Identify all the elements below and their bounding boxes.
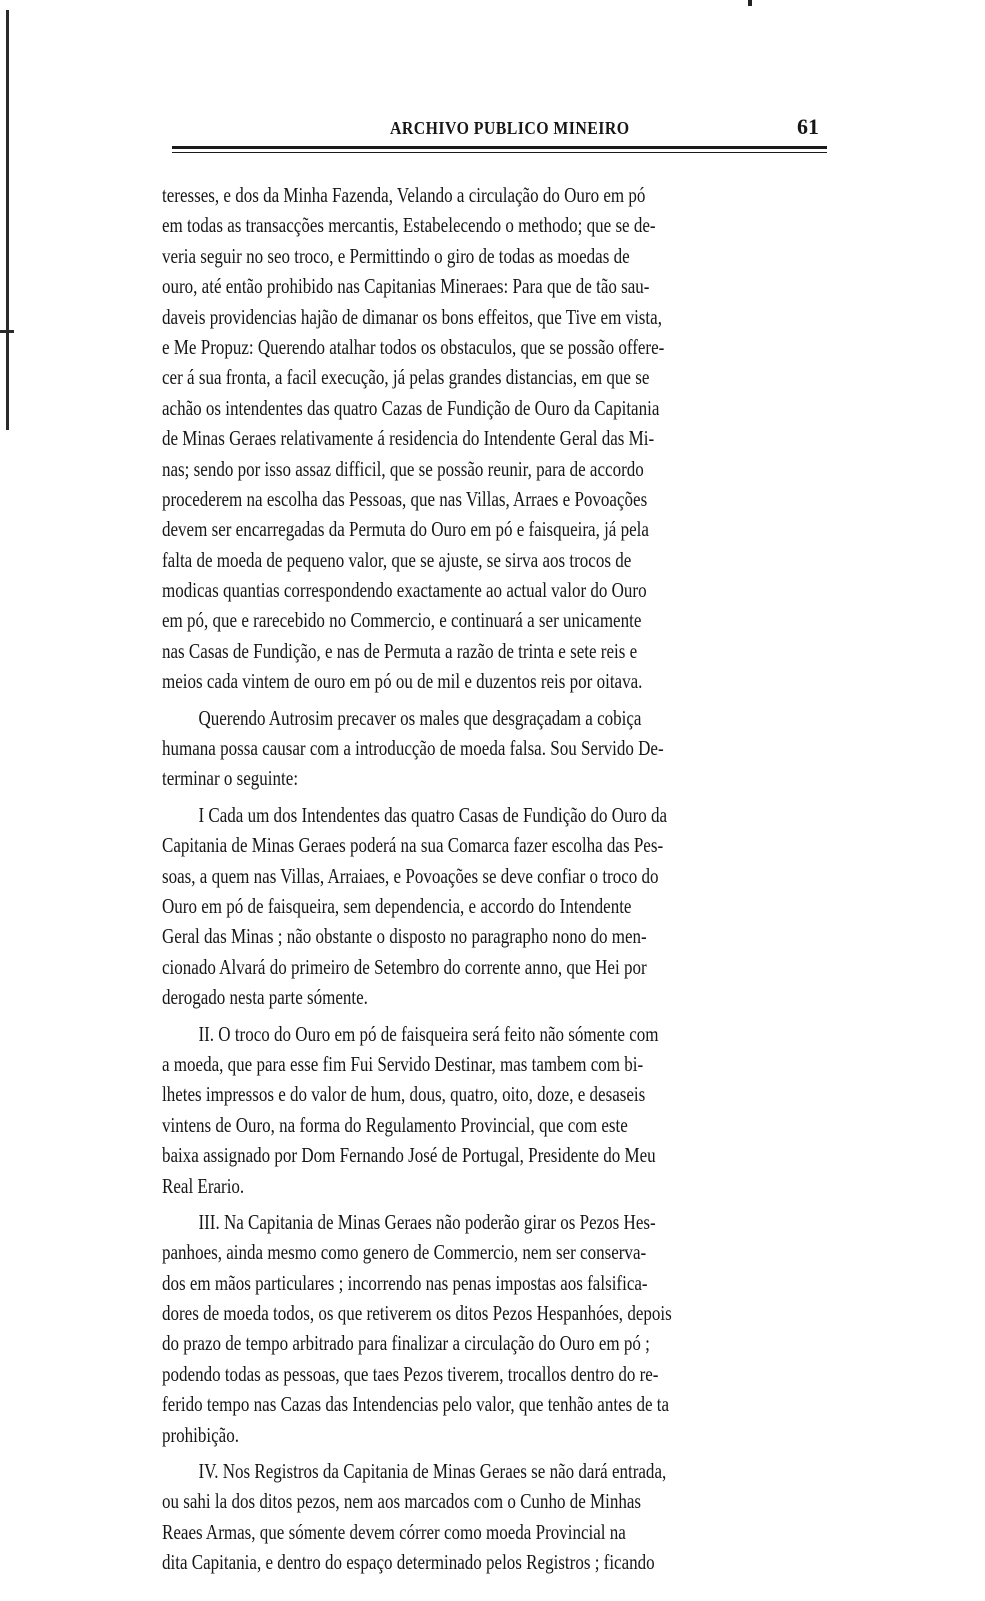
text-line: cer á sua fronta, a facil execução, já pelas grandes distancias, em que se xyxy=(162,365,650,390)
text-line: Reaes Armas, que sómente devem córrer como moeda Provincial na xyxy=(162,1519,626,1544)
text-line: panhoes, ainda mesmo como genero de Commercio, nem ser conserva- xyxy=(162,1240,647,1265)
text-line: nas; sendo por isso assaz difficil, que se possão reunir, para de accordo xyxy=(162,456,644,481)
text-line: vintens de Ouro, na forma do Regulamento Provincial, que com este xyxy=(162,1112,628,1137)
text-line: em todas as transacções mercantis, Estabelecendo o methodo; que se de- xyxy=(162,213,656,238)
text-line: terminar o seguinte: xyxy=(162,766,299,791)
text-line: meios cada vintem de ouro em pó ou de mil e duzentos reis por oitava. xyxy=(162,669,643,694)
text-line: modicas quantias correspondendo exactamente ao actual valor do Ouro xyxy=(162,578,647,603)
paragraph xyxy=(162,1456,972,1578)
scan-speck xyxy=(748,0,752,6)
paragraph xyxy=(162,1019,972,1201)
text-line: a moeda, que para esse fim Fui Servido Destinar, mas tambem com bi- xyxy=(162,1051,644,1076)
text-line: lhetes impressos e do valor de hum, dous, quatro, oito, doze, e desaseis xyxy=(162,1082,646,1107)
page-header xyxy=(172,112,827,149)
text-line: humana possa causar com a introducção de moeda falsa. Sou Servido De- xyxy=(162,736,664,761)
text-line: Real Erario. xyxy=(162,1173,245,1198)
text-line: e Me Propuz: Querendo atalhar todos os obstaculos, que se possão offere- xyxy=(162,334,665,359)
text-line: nas Casas de Fundição, e nas de Permuta a razão de trinta e sete reis e xyxy=(162,638,638,663)
text-line: do prazo de tempo arbitrado para finalizar a circulação do Ouro em pó ; xyxy=(162,1331,650,1356)
text-line: baixa assignado por Dom Fernando José de Portugal, Presidente do Meu xyxy=(162,1143,656,1168)
paragraph xyxy=(162,703,972,794)
text-line: podendo todas as pessoas, que taes Pezos tiverem, trocallos dentro do re- xyxy=(162,1361,659,1386)
text-line: achão os intendentes das quatro Cazas de Fundição de Ouro da Capitania xyxy=(162,395,660,420)
text-line: Querendo Autrosim precaver os males que desgraçadam a cobiça xyxy=(198,705,642,730)
text-line: de Minas Geraes relativamente á residencia do Intendente Geral das Mi- xyxy=(162,426,655,451)
text-line: Geral das Minas ; não obstante o disposto no paragrapho nono do men- xyxy=(162,924,647,949)
running-title: ARCHIVO PUBLICO MINEIRO xyxy=(390,118,630,138)
text-line: prohibição. xyxy=(162,1422,240,1447)
body-text xyxy=(162,180,972,1578)
text-line: dos em mãos particulares ; incorrendo nas penas impostas aos falsifica- xyxy=(162,1270,648,1295)
text-line: ouro, até então prohibido nas Capitanias Mineraes: Para que de tão sau- xyxy=(162,274,650,299)
text-line: dores de moeda todos, os que retiverem os ditos Pezos Hespanhóes, depois xyxy=(162,1301,672,1326)
paragraph xyxy=(162,180,972,697)
text-line: Capitania de Minas Geraes poderá na sua Comarca fazer escolha das Pes- xyxy=(162,833,664,858)
text-line: devem ser encarregadas da Permuta do Ouro em pó e faisqueira, já pela xyxy=(162,517,649,542)
text-line: Ouro em pó de faisqueira, sem dependencia, e accordo do Intendente xyxy=(162,893,632,918)
paragraph xyxy=(162,800,972,1013)
text-line: derogado nesta parte sómente. xyxy=(162,985,368,1010)
text-line: daveis providencias hajão de dimanar os bons effeitos, que Tive em vista, xyxy=(162,304,662,329)
text-line: ferido tempo nas Cazas das Intendencias pelo valor, que tenhão antes de ta xyxy=(162,1392,670,1417)
paragraph xyxy=(162,1207,972,1450)
scan-edge-mark xyxy=(6,10,9,430)
text-line: em pó, que e rarecebido no Commercio, e continuará a ser unicamente xyxy=(162,608,642,633)
text-line: soas, a quem nas Villas, Arraiaes, e Povoações se deve confiar o troco do xyxy=(162,863,659,888)
text-line: II. O troco do Ouro em pó de faisqueira será feito não sómente com xyxy=(198,1021,659,1046)
text-line: dita Capitania, e dentro do espaço determinado pelos Registros ; ficando xyxy=(162,1550,655,1575)
text-line: veria seguir no seo troco, e Permittindo o giro de todas as moedas de xyxy=(162,243,630,268)
text-line: falta de moeda de pequeno valor, que se ajuste, se sirva aos trocos de xyxy=(162,547,632,572)
text-line: IV. Nos Registros da Capitania de Minas Geraes se não dará entrada, xyxy=(198,1459,667,1484)
text-line: teresses, e dos da Minha Fazenda, Velando a circulação do Ouro em pó xyxy=(162,183,646,207)
text-line: III. Na Capitania de Minas Geraes não poderão girar os Pezos Hes- xyxy=(198,1209,656,1234)
text-line: procederem na escolha das Pessoas, que nas Villas, Arraes e Povoações xyxy=(162,486,648,511)
text-line: ou sahi la dos ditos pezos, nem aos marcados com o Cunho de Minhas xyxy=(162,1489,642,1514)
text-line: cionado Alvará do primeiro de Setembro do corrente anno, que Hei por xyxy=(162,954,647,979)
page-number: 61 xyxy=(797,114,819,139)
scan-edge-mark xyxy=(0,330,14,333)
text-line: I Cada um dos Intendentes das quatro Casas de Fundição do Ouro da xyxy=(198,802,668,827)
